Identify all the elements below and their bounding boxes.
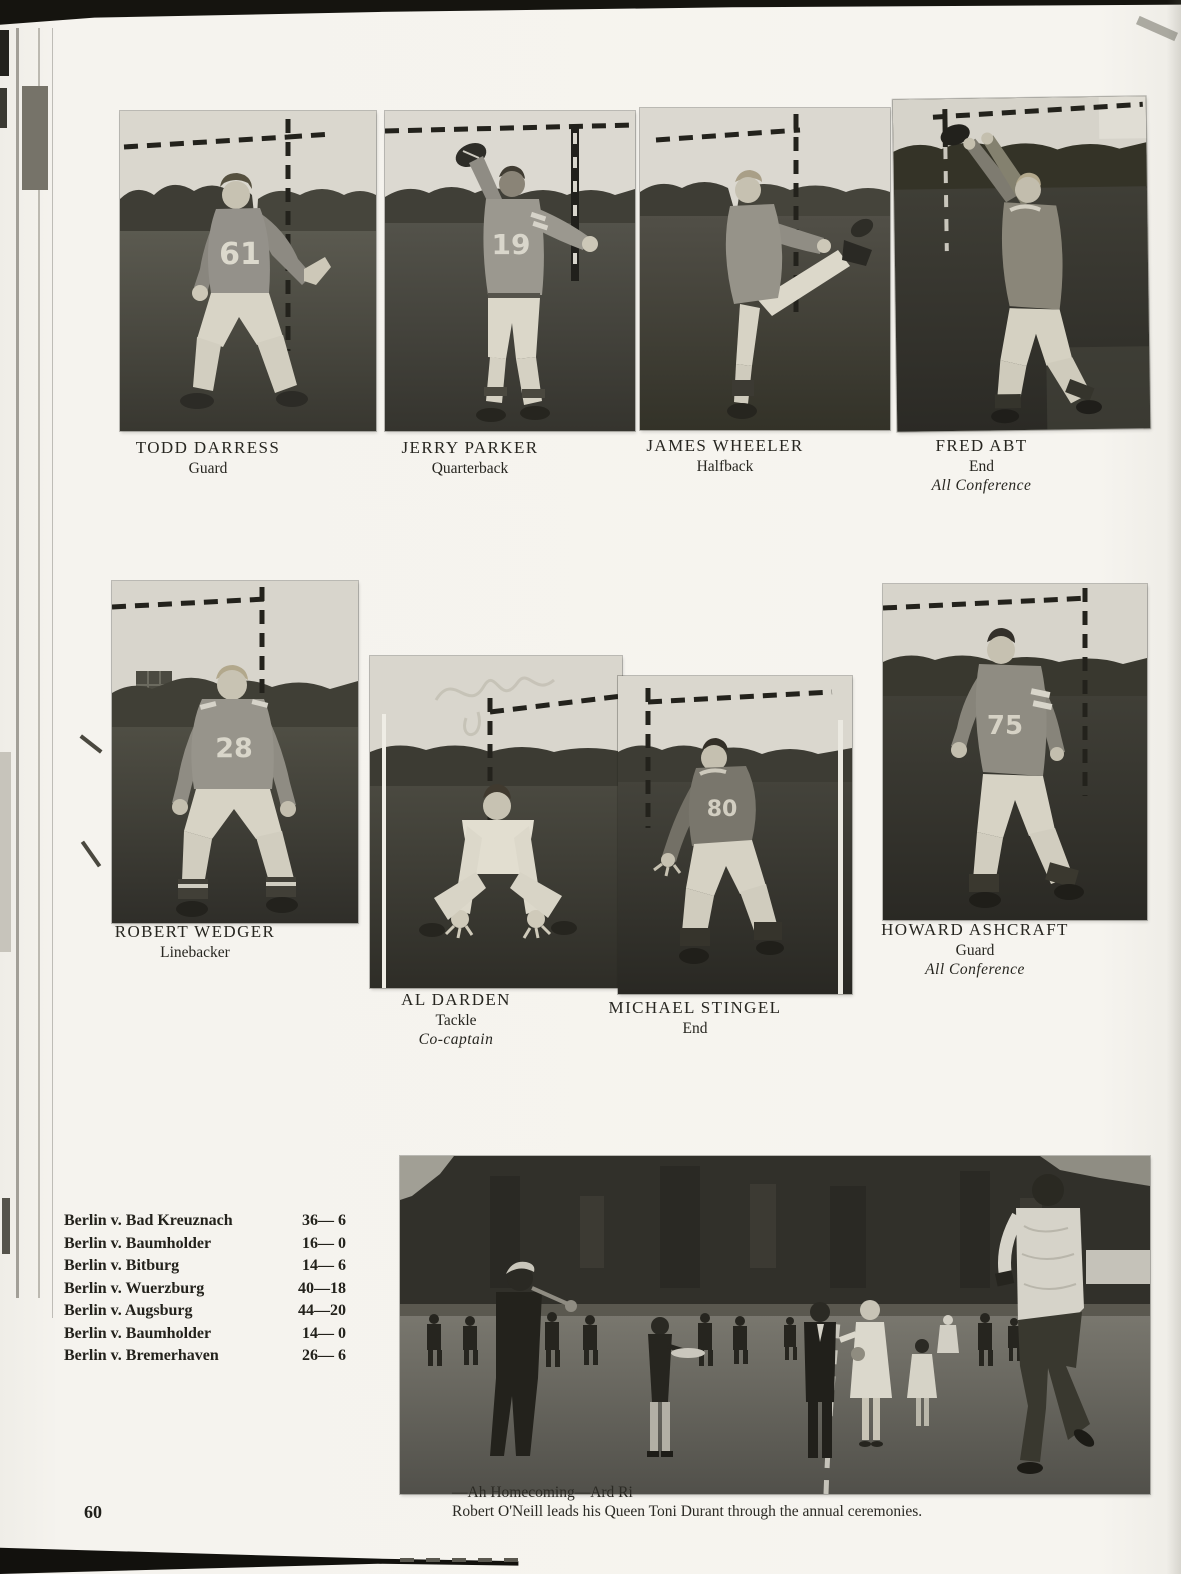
score-result: 14— 0 <box>302 1324 346 1342</box>
player-position: Guard <box>955 942 995 959</box>
score-row <box>64 1300 346 1323</box>
scan-mark-left <box>0 88 7 128</box>
page-gutter-crease <box>52 28 53 1318</box>
scan-scratch <box>80 734 103 753</box>
player-position: Quarterback <box>431 460 509 477</box>
player-position: Linebacker <box>160 944 230 961</box>
player-caption-howard-ashcraft <box>843 920 1107 979</box>
score-result: 14— 6 <box>302 1257 346 1274</box>
score-matchup: Berlin v. Bremerhaven <box>64 1347 219 1364</box>
score-row <box>64 1278 346 1301</box>
player-photo-howard-ashcraft <box>883 584 1147 920</box>
player-position: Halfback <box>696 458 754 475</box>
jersey-number: 28 <box>215 733 253 764</box>
season-scores-list <box>64 1210 346 1368</box>
jersey-number: 19 <box>491 228 531 261</box>
player-caption-todd-darress <box>80 438 336 478</box>
score-matchup: Berlin v. Augsburg <box>64 1302 193 1319</box>
player-caption-al-darden <box>330 990 582 1049</box>
score-row <box>64 1210 346 1233</box>
player-photo-todd-darress <box>120 111 376 431</box>
homecoming-caption-line2: Robert O'Neill leads his Queen Toni Durant through the annual ceremonies. <box>452 1503 923 1520</box>
player-name: ROBERT WEDGER <box>114 922 276 941</box>
fence-post <box>382 714 386 988</box>
score-matchup: Berlin v. Bitburg <box>64 1257 180 1274</box>
player-name: AL DARDEN <box>401 990 511 1009</box>
scan-edge-bottom-dashes <box>400 1558 530 1562</box>
scan-scratch <box>81 841 101 868</box>
player-position: End <box>682 1020 708 1037</box>
player-photo-jerry-parker <box>385 111 635 431</box>
score-row <box>64 1345 346 1368</box>
player-position: End <box>969 458 994 475</box>
homecoming-caption <box>452 1483 1072 1521</box>
jersey-number: 61 <box>219 237 261 272</box>
score-row <box>64 1323 346 1346</box>
jersey-number: 80 <box>706 797 738 822</box>
binding-line <box>38 28 40 1298</box>
score-result: 44—20 <box>298 1302 346 1319</box>
player-name: JERRY PARKER <box>401 438 539 457</box>
player-caption-jerry-parker <box>345 438 595 478</box>
player-caption-michael-stingel <box>578 998 812 1038</box>
player-name: TODD DARRESS <box>135 438 281 457</box>
bleacher-wall <box>1086 1250 1150 1284</box>
player-name: MICHAEL STINGEL <box>608 998 782 1017</box>
player-photo-fred-abt <box>893 96 1151 432</box>
score-result: 36— 6 <box>302 1212 346 1229</box>
score-result: 40—18 <box>298 1279 346 1297</box>
player-caption-robert-wedger <box>72 922 318 962</box>
player-name: FRED ABT <box>935 436 1028 455</box>
player-name: JAMES WHEELER <box>646 436 804 455</box>
scan-mark-left <box>0 30 9 76</box>
player-position: Guard <box>188 460 228 477</box>
player-photo-michael-stingel <box>618 676 852 994</box>
score-result: 26— 6 <box>302 1347 346 1364</box>
player-caption-james-wheeler <box>600 436 850 476</box>
page-number: 60 <box>84 1502 102 1522</box>
player-position: Tackle <box>435 1012 477 1029</box>
score-row <box>64 1255 346 1278</box>
player-photo-al-darden <box>370 656 622 988</box>
player-photo-robert-wedger <box>112 581 358 923</box>
player-honor: All Conference <box>931 477 1032 494</box>
jersey-number: 75 <box>986 711 1024 741</box>
score-row <box>64 1233 346 1256</box>
scan-edge-right <box>1167 0 1181 1574</box>
binding-shadow-block <box>22 86 48 190</box>
score-matchup: Berlin v. Baumholder <box>64 1234 212 1252</box>
player-honor: All Conference <box>925 961 1025 978</box>
score-result: 16— 0 <box>302 1234 346 1252</box>
homecoming-caption-line1: —Ah Homecoming—Ard Ri <box>452 1484 633 1501</box>
homecoming-photo <box>400 1156 1150 1494</box>
scan-strip-left <box>0 752 11 952</box>
player-name: HOWARD ASHCRAFT <box>881 920 1069 939</box>
score-matchup: Berlin v. Bad Kreuznach <box>64 1212 233 1229</box>
score-matchup: Berlin v. Wuerzburg <box>64 1279 205 1297</box>
score-matchup: Berlin v. Baumholder <box>64 1324 212 1342</box>
binding-line <box>16 28 19 1298</box>
scan-mark-left <box>2 1198 10 1254</box>
player-caption-fred-abt <box>855 436 1108 495</box>
scan-edge-top <box>0 0 1181 26</box>
player-honor: Co-captain <box>418 1031 494 1048</box>
player-photo-james-wheeler <box>640 108 890 430</box>
